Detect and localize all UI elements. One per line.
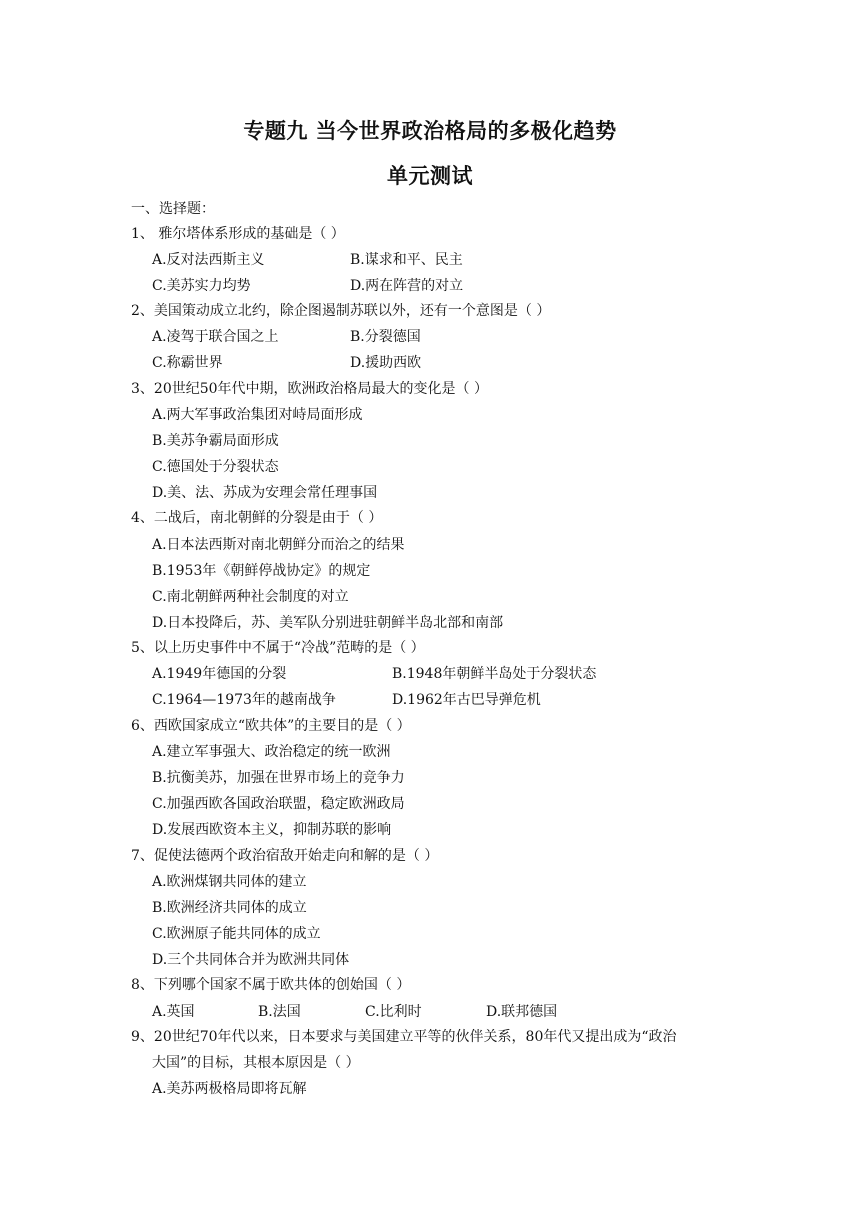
- question-8-option-a: A.英国: [152, 1004, 195, 1020]
- question-2-option-c: C.称霸世界: [152, 355, 223, 371]
- question-1-option-a: A.反对法西斯主义: [152, 252, 265, 268]
- question-4-option-d: D.日本投降后，苏、美军队分别进驻朝鲜半岛北部和南部: [152, 615, 504, 631]
- question-7-option-c: C.欧洲原子能共同体的成立: [152, 926, 321, 942]
- question-6-option-c: C.加强西欧各国政治联盟，稳定欧洲政局: [152, 796, 405, 812]
- question-6-option-a: A.建立军事强大、政治稳定的统一欧洲: [152, 744, 391, 760]
- question-4-option-a: A.日本法西斯对南北朝鲜分而治之的结果: [152, 537, 405, 553]
- question-3-option-c: C.德国处于分裂状态: [152, 459, 279, 475]
- question-2-option-d: D.援助西欧: [350, 355, 422, 371]
- question-8-option-d: D.联邦德国: [486, 1004, 558, 1020]
- question-5-option-d: D.1962年古巴导弹危机: [392, 692, 541, 708]
- question-5-stem: 5、以上历史事件中不属于“冷战”范畴的是（ ）: [131, 640, 425, 656]
- question-4-option-b: B.1953年《朝鲜停战协定》的规定: [152, 563, 371, 579]
- question-2-option-b: B.分裂德国: [350, 329, 421, 345]
- question-5-option-a: A.1949年德国的分裂: [152, 666, 287, 682]
- page-title: 专题九 当今世界政治格局的多极化趋势: [243, 119, 617, 143]
- question-7-stem: 7、促使法德两个政治宿敌开始走向和解的是（ ）: [131, 848, 439, 864]
- question-7-option-d: D.三个共同体合并为欧洲共同体: [152, 952, 350, 968]
- question-1-option-d: D.两在阵营的对立: [350, 278, 464, 294]
- question-3-stem: 3、20世纪50年代中期，欧洲政治格局最大的变化是（ ）: [131, 381, 488, 397]
- page-subtitle: 单元测试: [387, 164, 473, 188]
- question-1-option-b: B.谋求和平、民主: [350, 252, 463, 268]
- question-3-option-a: A.两大军事政治集团对峙局面形成: [152, 407, 363, 423]
- question-4-stem: 4、二战后，南北朝鲜的分裂是由于（ ）: [131, 510, 383, 526]
- question-9-stem-line-1: 9、20世纪70年代以来，日本要求与美国建立平等的伙伴关系，80年代又提出成为“政治: [131, 1029, 677, 1045]
- question-6-stem: 6、西欧国家成立“欧共体”的主要目的是（ ）: [131, 718, 411, 734]
- question-4-option-c: C.南北朝鲜两种社会制度的对立: [152, 589, 349, 605]
- section-heading: 一、选择题：: [131, 201, 215, 217]
- question-2-stem: 2、美国策动成立北约，除企图遏制苏联以外，还有一个意图是（ ）: [131, 303, 551, 319]
- question-8-option-b: B.法国: [258, 1004, 301, 1020]
- question-7-option-b: B.欧洲经济共同体的成立: [152, 900, 307, 916]
- question-3-option-d: D.美、法、苏成为安理会常任理事国: [152, 485, 378, 501]
- question-5-option-b: B.1948年朝鲜半岛处于分裂状态: [392, 666, 597, 682]
- question-3-option-b: B.美苏争霸局面形成: [152, 433, 279, 449]
- question-6-option-d: D.发展西欧资本主义，抑制苏联的影响: [152, 822, 392, 838]
- question-7-option-a: A.欧洲煤钢共同体的建立: [152, 874, 307, 890]
- question-8-option-c: C.比利时: [365, 1004, 422, 1020]
- question-9-stem-line-2: 大国”的目标，其根本原因是（ ）: [152, 1055, 360, 1071]
- question-6-option-b: B.抗衡美苏，加强在世界市场上的竞争力: [152, 770, 405, 786]
- question-2-option-a: A.凌驾于联合国之上: [152, 329, 279, 345]
- question-1-option-c: C.美苏实力均势: [152, 278, 251, 294]
- question-5-option-c: C.1964—1973年的越南战争: [152, 692, 336, 708]
- question-1-stem: 1、 雅尔塔体系形成的基础是（ ）: [131, 226, 345, 242]
- question-8-stem: 8、下列哪个国家不属于欧共体的创始国（ ）: [131, 977, 411, 993]
- question-9-option-a: A.美苏两极格局即将瓦解: [152, 1081, 307, 1097]
